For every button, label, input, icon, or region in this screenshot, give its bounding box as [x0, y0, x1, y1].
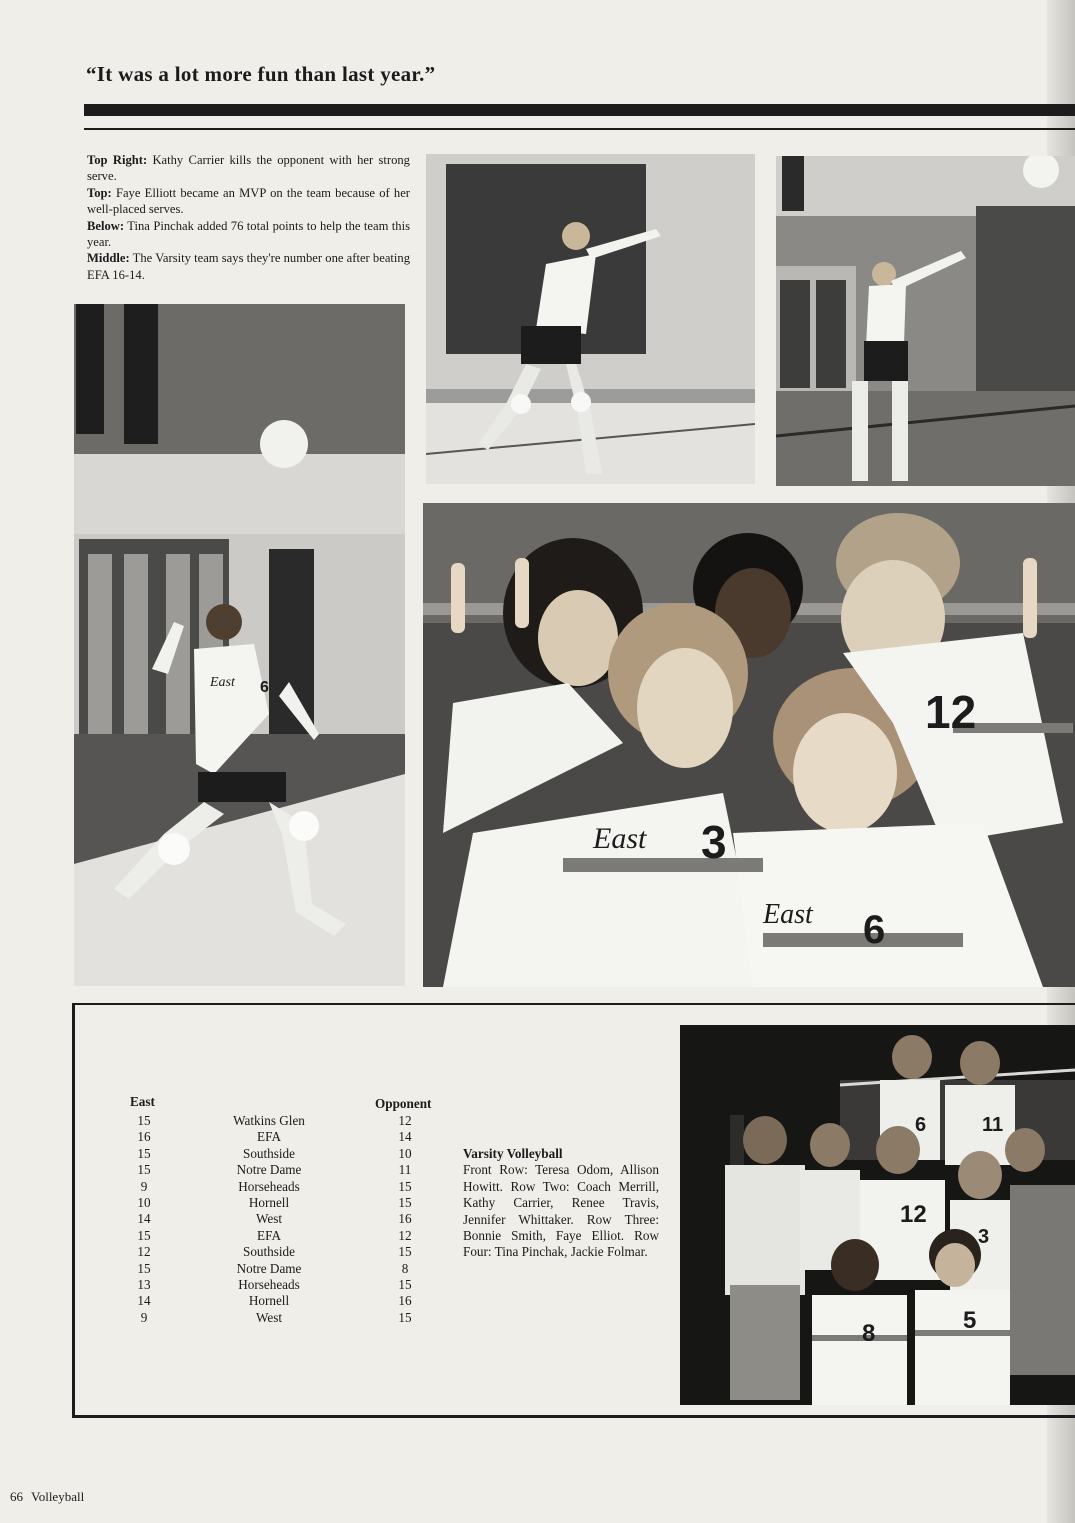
score-row: 12 Southside 15	[137, 1244, 412, 1260]
jersey-number-6: 6	[863, 908, 886, 952]
team-caption-body: Front Row: Teresa Odom, Allison Howitt. Row Two: Coach Merrill, Kathy Carrier, Renee Travis, Jennifer Whittaker. Row Three: Bonnie Smith, Faye Elliot. Row Four: Tina Pinchak, Jackie Folmar.	[463, 1162, 659, 1260]
score-row: 15 EFA 12	[137, 1227, 412, 1243]
portrait-number-5: 5	[963, 1307, 977, 1334]
score-row: 15 Notre Dame 8	[137, 1260, 409, 1276]
score-rows	[110, 1113, 470, 1326]
portrait-number-6: 6	[915, 1114, 927, 1136]
photo-captions	[87, 152, 410, 283]
caption-top: Top: Faye Elliott became an MVP on the team because of her well-placed serves.	[87, 185, 410, 217]
jersey-number-left: 6	[260, 679, 269, 696]
score-header-opponent: Opponent	[375, 1096, 432, 1111]
portrait-number-3: 3	[978, 1226, 990, 1248]
jersey-number-3: 3	[701, 816, 727, 868]
photo-team-portrait	[680, 1025, 1075, 1405]
page-headline: “It was a lot more fun than last year.”	[86, 62, 436, 86]
jersey-number-12: 12	[925, 686, 977, 738]
score-header-east: East	[130, 1094, 155, 1109]
portrait-number-12: 12	[900, 1201, 927, 1228]
page-number: 66	[10, 1489, 23, 1504]
score-row: 14 Hornell 16	[137, 1293, 412, 1309]
jersey-word-6: East	[763, 899, 813, 930]
score-row: 15 Southside 10	[137, 1145, 412, 1161]
score-row: 15 Watkins Glen 12	[137, 1113, 412, 1128]
score-row: 10 Hornell 15	[137, 1194, 412, 1210]
caption-top-right: Top Right: Kathy Carrier kills the opponent with her strong serve.	[87, 153, 410, 184]
jersey-word-left: East	[210, 675, 235, 690]
photo-server-left	[74, 304, 405, 986]
headline-rule-thick	[84, 104, 1075, 116]
photo-server-top-middle	[426, 154, 755, 484]
caption-middle: Middle: The Varsity team says they're number one after beating EFA 16-14.	[87, 251, 411, 282]
portrait-number-8: 8	[862, 1320, 876, 1347]
score-row: 13 Horseheads 15	[137, 1276, 412, 1292]
team-photo-caption	[463, 1146, 659, 1261]
score-row: 16 EFA 14	[137, 1129, 412, 1145]
score-row: 15 Notre Dame 11	[137, 1162, 412, 1178]
page-folio	[10, 1489, 92, 1505]
caption-below: Below: Tina Pinchak added 76 total points to help the team this year.	[87, 218, 410, 250]
photo-team-celebration	[423, 503, 1075, 987]
score-row: 9 Horseheads 15	[140, 1178, 412, 1194]
portrait-number-11: 11	[982, 1114, 1004, 1136]
photo-server-top-right	[776, 156, 1075, 486]
headline-rule-thin	[84, 128, 1075, 130]
jersey-word-3: East	[593, 822, 647, 855]
score-row: 9 West 15	[140, 1309, 412, 1325]
score-row: 14 West 16	[137, 1211, 412, 1227]
team-caption-title: Varsity Volleyball	[463, 1146, 563, 1161]
section-name: Volleyball	[31, 1489, 85, 1504]
